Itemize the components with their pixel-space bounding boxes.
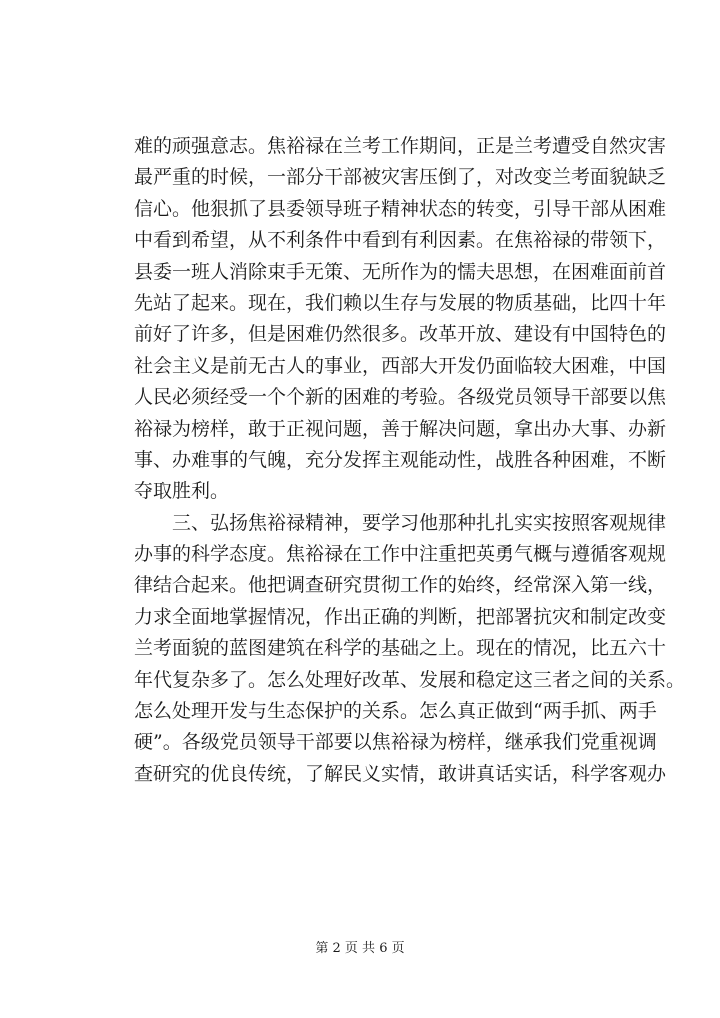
- text-line: 办事的科学态度。焦裕禄在工作中注重把英勇气概与遵循客观规: [134, 543, 667, 566]
- page-number-footer: 第 2 页 共 6 页: [315, 941, 405, 956]
- text-line: 难的顽强意志。焦裕禄在兰考工作期间，正是兰考遭受自然灾害: [134, 135, 667, 157]
- text-line: 人民必须经受一个个新的困难的考验。各级党员领导干部要以焦: [134, 386, 667, 409]
- text-line: 年代复杂多了。怎么处理好改革、发展和稳定这三者之间的关系。: [134, 668, 686, 691]
- text-line: 力求全面地掌握情况，作出正确的判断，把部署抗灾和制定改变: [134, 605, 667, 628]
- text-line: 怎么处理开发与生态保护的关系。怎么真正做到“两手抓、两手: [134, 700, 657, 723]
- text-line: 查研究的优良传统，了解民义实情，敢讲真话实话，科学客观办: [134, 762, 667, 785]
- text-line: 中看到希望，从不利条件中看到有利因素。在焦裕禄的带领下，: [134, 229, 667, 252]
- text-line: 律结合起来。他把调查研究贯彻工作的始终，经常深入第一线，: [134, 574, 667, 597]
- text-line: 兰考面貌的蓝图建筑在科学的基础之上。现在的情况，比五六十: [134, 637, 667, 660]
- body-text: [134, 131, 686, 790]
- text-line-paragraph-start: 三、弘扬焦裕禄精神，要学习他那种扎扎实实按照客观规律: [172, 511, 667, 534]
- text-line: 信心。他狠抓了县委领导班子精神状态的转变，引导干部从困难: [134, 197, 667, 220]
- text-line: 事、办难事的气魄，充分发挥主观能动性，战胜各种困难，不断: [134, 448, 667, 471]
- text-line: 先站了起来。现在，我们赖以生存与发展的物质基础，比四十年: [134, 291, 667, 314]
- text-line: 社会主义是前无古人的事业，西部大开发仍面临较大困难，中国: [134, 354, 667, 377]
- text-line: 最严重的时候，一部分干部被灾害压倒了，对改变兰考面貌缺乏: [134, 166, 667, 189]
- text-line-paragraph-end: 夺取胜利。: [134, 480, 230, 503]
- text-line: 裕禄为榜样，敢于正视问题，善于解决问题，拿出办大事、办新: [134, 417, 667, 440]
- text-line: 硬”。各级党员领导干部要以焦裕禄为榜样，继承我们党重视调: [134, 731, 657, 754]
- text-line: 县委一班人消除束手无策、无所作为的懦夫思想，在困难面前首: [134, 260, 667, 283]
- text-line: 前好了许多，但是困难仍然很多。改革开放、建设有中国特色的: [134, 323, 667, 346]
